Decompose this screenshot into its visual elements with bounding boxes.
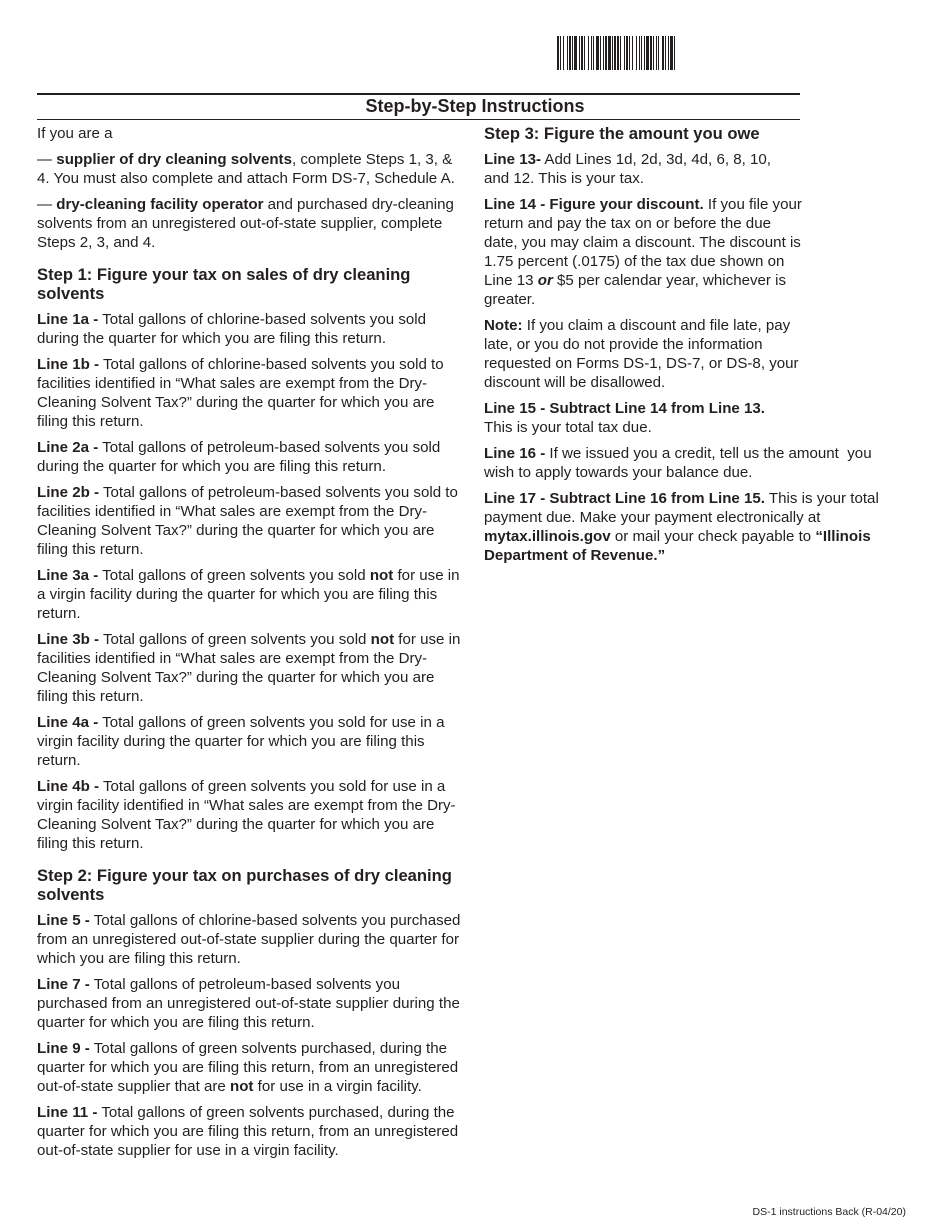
barcode-bar: [588, 36, 589, 70]
barcode-bar: [596, 36, 599, 70]
intro-lead: If you are a: [37, 125, 113, 142]
barcode-bar: [612, 36, 613, 70]
barcode-bar: [639, 36, 640, 70]
barcode-bar: [641, 36, 642, 70]
step1-heading: Step 1: Figure your tax on sales of dry cleaning solvents: [37, 265, 411, 303]
line-11: Line 11 - Total gallons of green solvents purchased, during the quarter for which you are filing this return, from an unregistered out-of-state supplier for use in a virgin facility.: [37, 1104, 459, 1159]
barcode-bar: [632, 36, 633, 70]
line-9: Line 9 - Total gallons of green solvents purchased, during the quarter for which you are filing this return, from an unregistered out-of-state supplier that are not for use in a virgin facility.: [37, 1040, 459, 1095]
step2-heading: Step 2: Figure your tax on purchases of dry cleaning solvents: [37, 866, 452, 904]
page-title: Step-by-Step Instructions: [365, 96, 585, 116]
line-17: Line 17 - Subtract Line 16 from Line 15. This is your total payment due. Make your payment electronically at mytax.illinois.gov or mail your check payable to “Illinois Department of Revenue.”: [484, 490, 879, 564]
barcode-bar: [617, 36, 619, 70]
line-14: Line 14 - Figure your discount. If you file your return and pay the tax on or before the due date, you may claim a discount. The discount is 1.75 percent (.0175) of the tax due shown on Line 13 or $5 per calendar year, whichever is greater.: [484, 196, 802, 308]
barcode-bar: [626, 36, 628, 70]
step3-heading: Step 3: Figure the amount you owe: [484, 124, 760, 143]
barcode-bar: [665, 36, 666, 70]
line-3b: Line 3b - Total gallons of green solvents you sold not for use in facilities identified in “What sales are exempt from the Dry-Cleaning Solvent Tax?” during the quarter for which you are filing this return.: [37, 631, 461, 705]
barcode-bar: [572, 36, 573, 70]
line-2a: Line 2a - Total gallons of petroleum-based solvents you sold during the quarter for which you are filing this return.: [37, 439, 441, 475]
line-13: Line 13- Add Lines 1d, 2d, 3d, 4d, 6, 8, 10, and 12. This is your tax.: [484, 151, 771, 187]
barcode-bar: [593, 36, 594, 70]
line-1b: Line 1b - Total gallons of chlorine-based solvents you sold to facilities identified in “What sales are exempt from the Dry-Cleaning Solvent Tax?” during the quarter for which you are filing this return.: [37, 356, 444, 430]
website-link: mytax.illinois.gov: [484, 528, 611, 545]
intro-operator: — dry-cleaning facility operator and purchased dry-cleaning solvents from an unregistered out-of-state supplier, complete Steps 2, 3, and 4.: [37, 196, 454, 251]
note: Note: If you claim a discount and file late, pay late, or you do not provide the information requested on Forms DS-1, DS-7, or DS-8, your discount will be disallowed.: [484, 317, 799, 391]
intro-supplier: — supplier of dry cleaning solvents, complete Steps 1, 3, & 4. You must also complete and attach Form DS-7, Schedule A.: [37, 151, 455, 187]
barcode-bar: [614, 36, 616, 70]
barcode-bar: [646, 36, 649, 70]
barcode-bar: [557, 36, 559, 70]
line-16: Line 16 - If we issued you a credit, tell us the amount you wish to apply towards your balance due.: [484, 445, 876, 481]
line-4a: Line 4a - Total gallons of green solvents you sold for use in a virgin facility during the quarter for which you are filing this return.: [37, 714, 445, 769]
barcode-bar: [656, 36, 657, 70]
barcode-bar: [629, 36, 630, 70]
barcode-bar: [581, 36, 583, 70]
barcode-bar: [608, 36, 611, 70]
barcode-bar: [644, 36, 645, 70]
barcode-bar: [674, 36, 675, 70]
barcode-bar: [591, 36, 592, 70]
left-column: [37, 124, 467, 1167]
line-4b: Line 4b - Total gallons of green solvents you sold for use in a virgin facility identified in “What sales are exempt from the Dry-Cleaning Solvent Tax?” during the quarter for which you are filing this return.: [37, 778, 456, 852]
barcode-bar: [560, 36, 561, 70]
barcode-bar: [574, 36, 577, 70]
barcode-bar: [662, 36, 664, 70]
barcode-bar: [579, 36, 580, 70]
barcode-bar: [668, 36, 669, 70]
line-7: Line 7 - Total gallons of petroleum-based solvents you purchased from an unregistered out-of-state supplier during the quarter for which you are filing this return.: [37, 976, 460, 1031]
barcode-graphic: [557, 36, 754, 70]
barcode-bar: [603, 36, 604, 70]
line-15: Line 15 - Subtract Line 14 from Line 13. This is your total tax due.: [484, 400, 765, 436]
barcode-bar: [624, 36, 625, 70]
barcode-bar: [569, 36, 571, 70]
line-5: Line 5 - Total gallons of chlorine-based solvents you purchased from an unregistered out-of-state supplier during the quarter for which you are filing this return.: [37, 912, 461, 967]
barcode-bar: [584, 36, 585, 70]
barcode-bar: [620, 36, 621, 70]
barcode-bar: [563, 36, 564, 70]
barcode-bar: [670, 36, 673, 70]
barcode-bar: [653, 36, 654, 70]
barcode-bar: [636, 36, 637, 70]
barcode-bar: [600, 36, 601, 70]
line-3a: Line 3a - Total gallons of green solvents you sold not for use in a virgin facility during the quarter for which you are filing this return.: [37, 567, 460, 622]
right-column: [484, 124, 894, 572]
line-2b: Line 2b - Total gallons of petroleum-based solvents you sold to facilities identified in “What sales are exempt from the Dry-Cleaning Solvent Tax?” during the quarter for which you are filing this return.: [37, 484, 458, 558]
barcode-bar: [658, 36, 659, 70]
line-1a: Line 1a - Total gallons of chlorine-based solvents you sold during the quarter for which you are filing this return.: [37, 311, 427, 347]
barcode-bar: [650, 36, 652, 70]
barcode-bar: [567, 36, 568, 70]
form-footer: DS-1 instructions Back (R-04/20): [752, 1206, 906, 1218]
barcode-bar: [605, 36, 607, 70]
